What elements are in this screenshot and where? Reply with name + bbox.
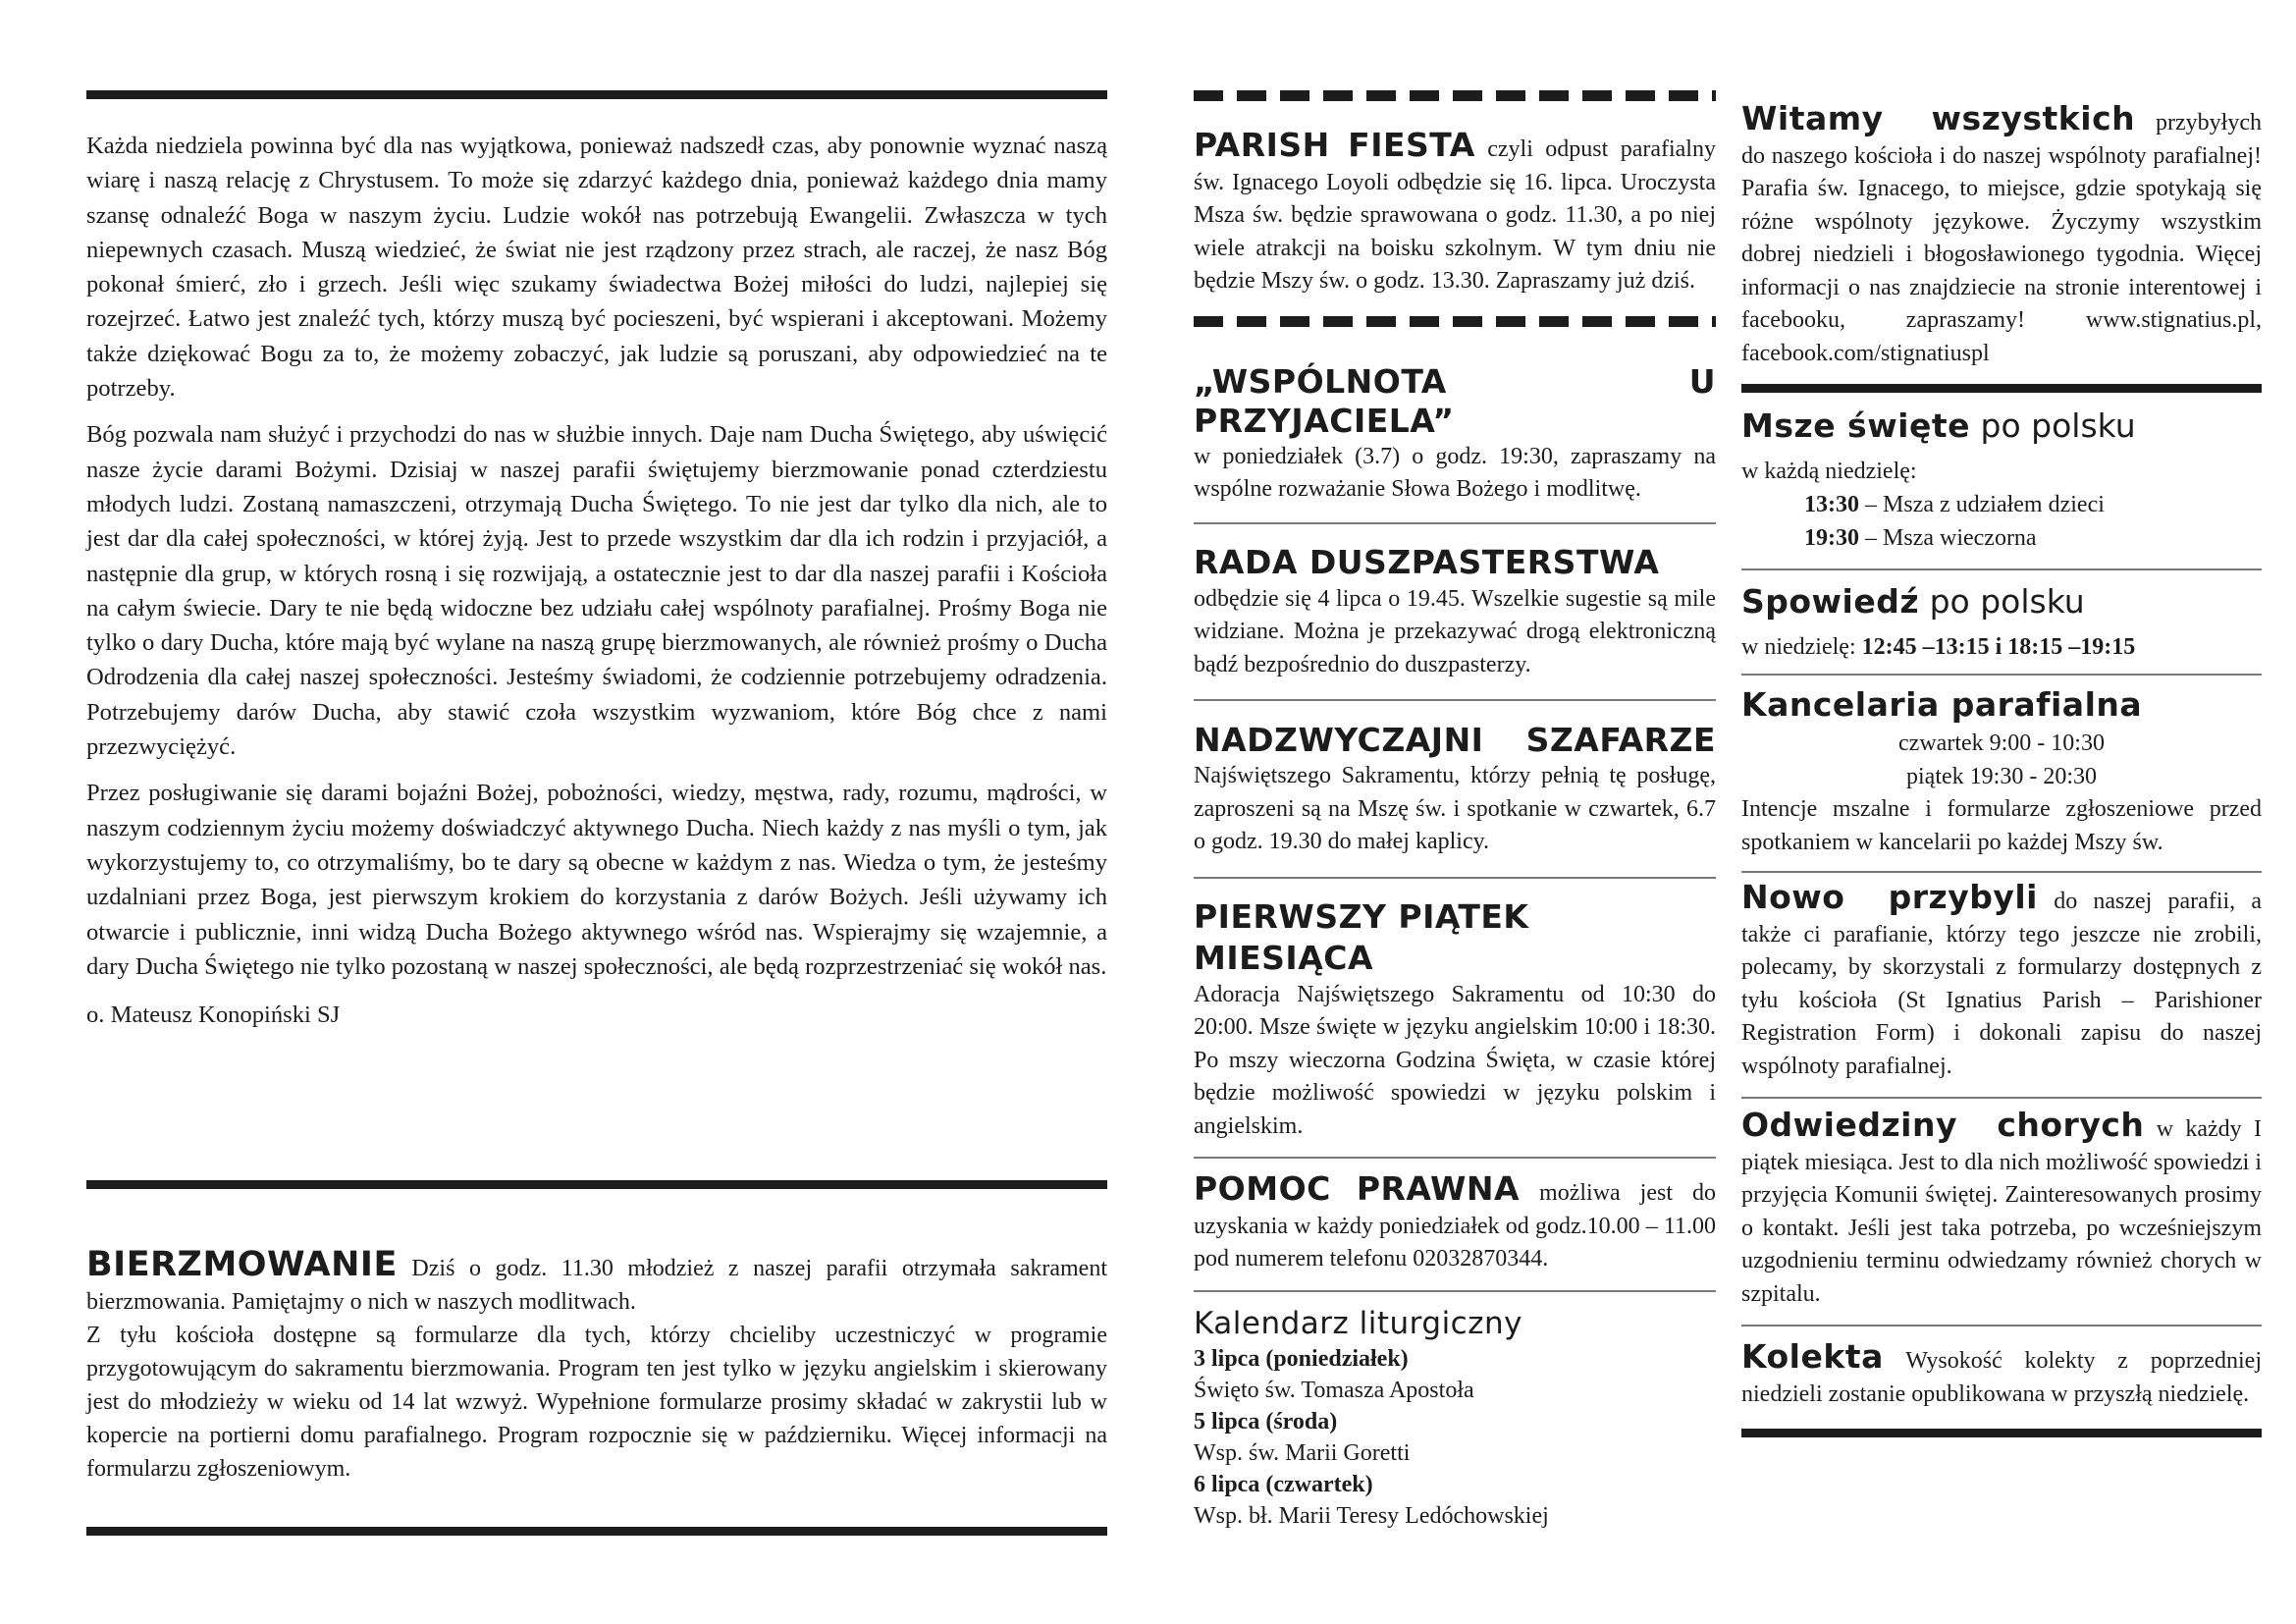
info-column bbox=[1741, 99, 2262, 1437]
witamy-paragraph bbox=[1741, 99, 2262, 370]
kalendarz-feast: Wsp. bł. Marii Teresy Ledóchowskiej bbox=[1194, 1502, 1549, 1529]
bierzmowanie-heading: BIERZMOWANIE bbox=[86, 1245, 398, 1284]
piatek-text: Adoracja Najświętszego Sakramentu od 10:30 do 20:00. Msze święte w języku angielskim 10:00 i 18:30. Po mszy wieczorna Godzina Święta, w czasie której będzie możliwość spowiedzi w języku polskim i angielskim. bbox=[1194, 981, 1716, 1139]
bierzmowanie-body: Z tyłu kościoła dostępne są formularze dla tych, którzy chcieliby uczestniczyć w programie przygotowującym do sakramentu bierzmowania. Program ten jest tylko w języku angielskim i skierowany jest do młodzieży w wieku od 14 lat wzwyż. Wypełnione formularze prosimy składać w zakrystii lub w kopercie na portierni domu parafialnego. Program rozpocznie się w październiku. Więcej informacji na formularzu zgłoszeniowym. bbox=[86, 1323, 1107, 1482]
bierzmowanie-lead-paragraph bbox=[86, 1245, 1107, 1319]
section-rule bbox=[1741, 384, 2262, 393]
nowo-heading: Nowo przybyli bbox=[1741, 878, 2038, 916]
rada-heading: RADA DUSZPASTERSTWA bbox=[1194, 542, 1660, 581]
odwiedziny-text: w każdy I piątek miesiąca. Jest to dla nich możliwość spowiedzi i przyjęcia Komunii świętej. Zainteresowanych prosimy o kontakt. Jeśli jest taka potrzeba, po wcześniejszym uzgodnieniu terminu odwiedzamy również chorych w szpitalu. bbox=[1741, 1116, 2262, 1307]
pomoc-heading: POMOC PRAWNA bbox=[1194, 1169, 1521, 1208]
msze-item bbox=[1741, 488, 2262, 521]
kancelaria-hours: piątek 19:30 - 20:30 bbox=[1906, 764, 2097, 789]
dashed-rule bbox=[1194, 90, 1716, 101]
kancelaria-hours: czwartek 9:00 - 10:30 bbox=[1898, 731, 2105, 756]
msze-item bbox=[1741, 521, 2262, 555]
nowo-text: do naszej parafii, a także ci parafianie, którzy tego jeszcze nie zrobili, polecamy, by skorzystali z formularzy dostępnych z tyłu kościoła (St Ignatius Parish – Parishioner Registration Form) i dokonali zapisu do naszej wspólnoty parafialnej. bbox=[1741, 889, 2262, 1079]
nowo-paragraph bbox=[1741, 878, 2262, 1083]
kalendarz-date: 6 lipca (czwartek) bbox=[1194, 1471, 1373, 1497]
bottom-rule bbox=[1741, 1429, 2262, 1437]
odwiedziny-heading: Odwiedziny chorych bbox=[1741, 1106, 2145, 1144]
kolekta-paragraph bbox=[1741, 1337, 2262, 1411]
wspolnota-text: w poniedziałek (3.7) o godz. 19:30, zapraszamy na wspólne rozważanie Słowa Bożego i modlitwę. bbox=[1194, 443, 1716, 502]
kancelaria-text: Intencje mszalne i formularze zgłoszeniowe przed spotkaniem w kancelarii po każdej Mszy św. bbox=[1741, 796, 2262, 855]
article-paragraph-2: Bóg pozwala nam służyć i przychodzi do nas w służbie innych. Daje nam Ducha Świętego, aby uświęcić nasze życie darami Bożymi. Dzisiaj w naszej parafii świętujemy bierzmowanie ponad czterdziestu młodych ludzi. Zostaną namaszczeni, otrzymają Ducha Świętego. To nie jest dar tylko dla nich, ale to jest dar dla całej społeczności, w której żyją. Jest to przede wszystkim dar dla ich rodzin i przyjaciół, a następnie dla grup, w których rosną i się rozwijają, a ostatecznie jest to dar dla naszej parafii i Kościoła na całym świecie. Dary te nie będą widoczne bez udziału całej wspólnoty parafialnej. Prośmy Boga nie tylko o dary Ducha, które mają być wylane na naszą grupę bierzmowanych, ale również prośmy o Ducha Odrodzenia dla całej naszej społeczności. Jesteśmy świadomi, że codziennie potrzebujemy odradzenia. Potrzebujemy darów Ducha, aby stawić czoła wszystkim wyzwaniom, które Bóg chce z nami przezwyciężyć. bbox=[86, 421, 1107, 761]
rada-text: odbędzie się 4 lipca o 19.45. Wszelkie sugestie są mile widziane. Można je przekazywać drogą elektroniczną bądź bezpośrednio do duszpasterzy. bbox=[1194, 585, 1716, 677]
spowiedz-prefix: w niedzielę: bbox=[1741, 634, 1862, 660]
kalendarz-heading: Kalendarz liturgiczny bbox=[1194, 1305, 1522, 1341]
kolekta-text: Wysokość kolekty z poprzedniej niedzieli zostanie opublikowana w przyszłą niedzielę. bbox=[1741, 1348, 2262, 1407]
spowiedz-heading-bold: Spowiedź bbox=[1741, 582, 1920, 621]
msze-heading-rest: po polsku bbox=[1970, 406, 2136, 445]
kalendarz-date: 3 lipca (poniedziałek) bbox=[1194, 1345, 1409, 1372]
szafarze-heading: NADZWYCZAJNI SZAFARZE bbox=[1194, 721, 1716, 759]
msze-intro: w każdą niedzielę: bbox=[1741, 459, 1917, 484]
msze-time: 13:30 bbox=[1804, 492, 1859, 517]
fiesta-heading: PARISH FIESTA bbox=[1194, 126, 1475, 164]
kalendarz-feast: Wsp. św. Marii Goretti bbox=[1194, 1439, 1411, 1466]
dashed-rule bbox=[1194, 316, 1716, 327]
msze-label: – Msza z udziałem dzieci bbox=[1859, 492, 2105, 517]
spowiedz-times-line bbox=[1741, 630, 2262, 664]
wspolnota-heading: „WSPÓLNOTA U PRZYJACIELA” bbox=[1194, 361, 1716, 440]
spowiedz-heading-rest: po polsku bbox=[1919, 582, 2085, 621]
article-paragraph-3: Przez posługiwanie się darami bojaźni Bożej, pobożności, wiedzy, męstwa, rady, rozumu, mądrości, w naszym codziennym życiu możemy doświadczyć aktywnego Ducha. Niech każdy z nas myśli o tym, jak wykorzystujemy to, co otrzymaliśmy, bo te dary są obecne w każdym z nas. Wiedza o tym, że jesteśmy uzdalniani przez Boga, jest pierwszym krokiem do korzystania z darów Bożych. Jeśli używamy ich otwarcie i publicznie, inni widzą Ducha Bożego aktywnego wśród nas. Wspierajmy się wzajemnie, a dary Ducha Świętego nie tylko pozostaną w naszej społeczności, ale będą rozprzestrzeniać się wokół nas. bbox=[86, 780, 1107, 980]
article-signature: o. Mateusz Konopiński SJ bbox=[86, 1001, 341, 1029]
kalendarz-feast: Święto św. Tomasza Apostoła bbox=[1194, 1377, 1474, 1403]
kancelaria-heading: Kancelaria parafialna bbox=[1741, 685, 2143, 724]
main-article-column bbox=[86, 90, 1107, 1032]
pomoc-paragraph bbox=[1194, 1169, 1716, 1276]
msze-label: – Msza wieczorna bbox=[1859, 525, 2037, 551]
announcements-column bbox=[1194, 90, 1716, 1532]
spowiedz-heading bbox=[1741, 580, 2262, 630]
spowiedz-times: 12:45 –13:15 i 18:15 –19:15 bbox=[1861, 634, 2136, 660]
msze-time: 19:30 bbox=[1804, 525, 1859, 551]
section-rule bbox=[86, 1180, 1107, 1189]
odwiedziny-paragraph bbox=[1741, 1106, 2262, 1311]
msze-heading bbox=[1741, 405, 2262, 455]
article-paragraph-1: Każda niedziela powinna być dla nas wyjątkowa, ponieważ nadszedł czas, aby ponownie wyznać naszą wiarę i naszą relację z Chrystusem. To może się zdarzyć każdego dnia, ponieważ każdego dnia mamy szansę odnaleźć Boga w naszym życiu. Ludzie wokół nas potrzebują Ewangelii. Zwłaszcza w tych niepewnych czasach. Muszą wiedzieć, że świat nie jest rządzony przez strach, ale raczej, że nasz Bóg pokonał śmierć, zło i grzech. Jeśli więc szukamy świadectwa Bożej miłości do ludzi, najlepiej się rozejrzeć. Łatwo jest znaleźć tych, którzy muszą być pocieszeni, być wspierani i akceptowani. Możemy także dziękować Bogu za to, że możemy zobaczyć, jak ludzie są poruszani, aby odpowiedzieć na te potrzeby. bbox=[86, 133, 1107, 403]
kalendarz-list bbox=[1194, 1343, 1716, 1532]
bottom-rule bbox=[86, 1527, 1107, 1536]
fiesta-paragraph bbox=[1194, 126, 1716, 298]
kolekta-heading: Kolekta bbox=[1741, 1337, 1884, 1376]
fiesta-text: czyli odpust parafialny św. Ignacego Loyoli odbędzie się 16. lipca. Uroczysta Msza św. będzie sprawowana o godz. 11.30, a po niej wiele atrakcji na boisku szkolnym. W tym dniu nie będzie Mszy św. o godz. 13.30. Zapraszamy już dziś. bbox=[1194, 136, 1716, 294]
szafarze-text: Najświętszego Sakramentu, którzy pełnią tę posługę, zaproszeni są na Mszę św. i spotkanie w czwartek, 6.7 o godz. 19.30 do małej kaplicy. bbox=[1194, 763, 1716, 854]
piatek-heading: PIERWSZY PIĄTEK MIESIĄCA bbox=[1194, 896, 1529, 977]
bierzmowanie-lead: Dziś o godz. 11.30 młodzież z naszej parafii otrzymała sakrament bierzmowania. Pamiętajmy o nich w naszych modlitwach. bbox=[86, 1256, 1107, 1315]
witamy-text: przybyłych do naszego kościoła i do naszej wspólnoty parafialnej! Parafia św. Ignacego, to miejsce, gdzie spotykają się różne wspólnoty językowe. Życzymy wszystkim dobrej niedzieli i błogosławionego tygodnia. Więcej informacji o nas znajdziecie na stronie interentowej i facebooku, zapraszamy! www.stignatius.pl, facebook.com/stignatiuspl bbox=[1741, 110, 2262, 366]
witamy-heading: Witamy wszystkich bbox=[1741, 99, 2136, 137]
top-rule bbox=[86, 90, 1107, 99]
bierzmowanie-section bbox=[86, 1180, 1107, 1536]
pomoc-text: możliwa jest do uzyskania w każdy poniedziałek od godz.10.00 – 11.00 pod numerem telefonu 02032870344. bbox=[1194, 1180, 1716, 1272]
kalendarz-date: 5 lipca (środa) bbox=[1194, 1408, 1338, 1435]
msze-heading-bold: Msze święte bbox=[1741, 406, 1971, 445]
